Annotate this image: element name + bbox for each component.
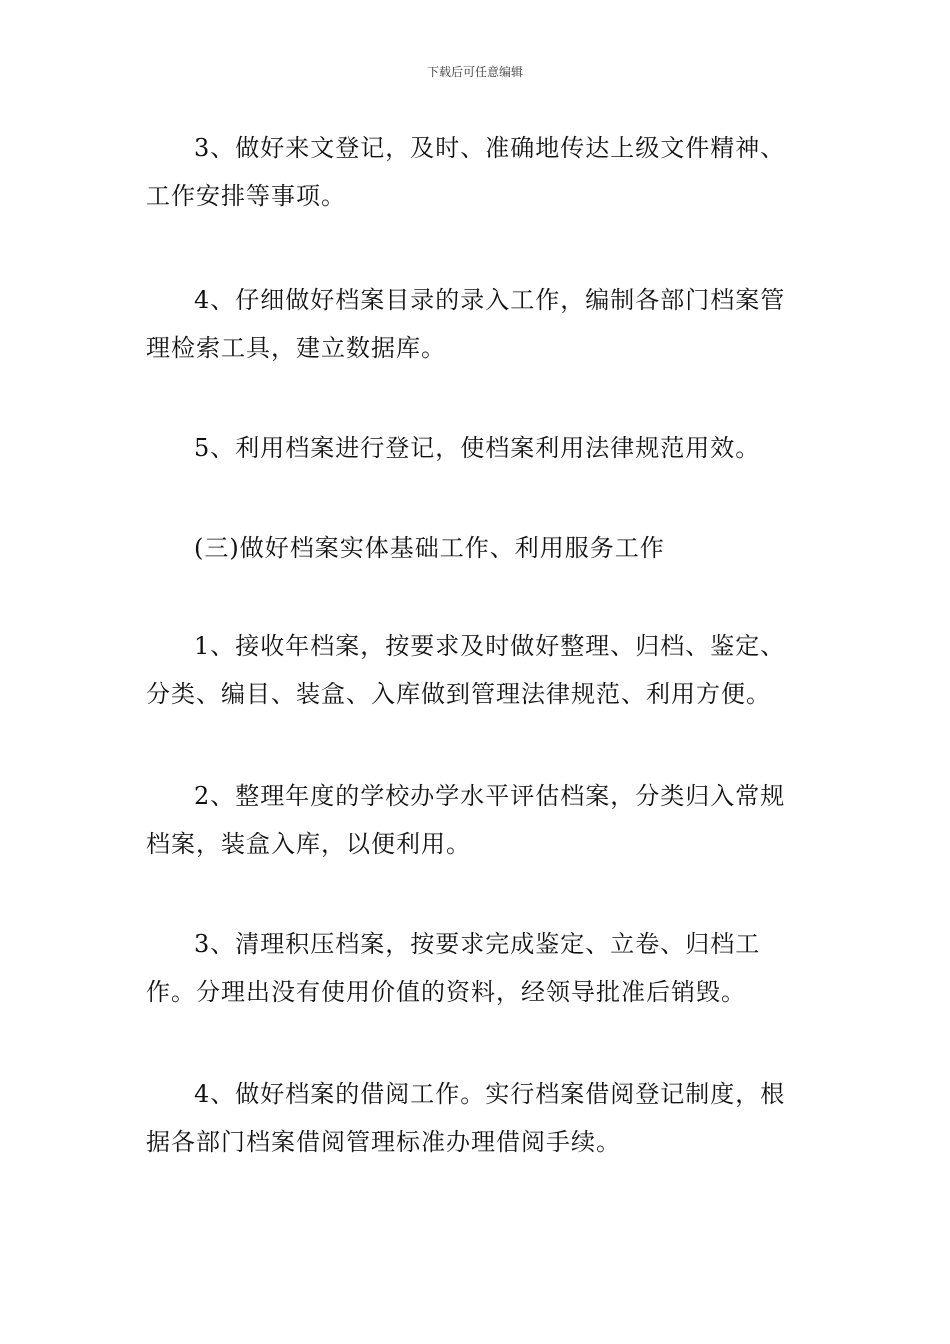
paragraph-item-3-backlog-cleanup: 3、清理积压档案，按要求完成鉴定、立卷、归档工作。分理出没有使用价值的资料，经领导批准后销毁。 (146, 930, 761, 1006)
paragraph-item-3-incoming-docs: 3、做好来文登记，及时、准确地传达上级文件精神、工作安排等事项。 (146, 134, 786, 210)
paragraph-item-4-borrowing: 4、做好档案的借阅工作。实行档案借阅登记制度，根据各部门档案借阅管理标准办理借阅手续。 (146, 1080, 786, 1156)
paragraph-item-4-catalog-entry: 4、仔细做好档案目录的录入工作，编制各部门档案管理检索工具，建立数据库。 (146, 286, 786, 362)
section-heading-three: (三)做好档案实体基础工作、利用服务工作 (194, 534, 665, 562)
paragraph-item-1-receive-archives: 1、接收年档案，按要求及时做好整理、归档、鉴定、分类、编目、装盒、入库做到管理法律规范、利用方便。 (146, 632, 786, 708)
paragraph-item-2-assessment-archives: 2、整理年度的学校办学水平评估档案，分类归入常规档案，装盒入库，以便利用。 (146, 782, 786, 858)
paragraph-item-5-usage-registration: 5、利用档案进行登记，使档案利用法律规范用效。 (194, 434, 761, 462)
page-header-note: 下载后可任意编辑 (426, 65, 523, 79)
